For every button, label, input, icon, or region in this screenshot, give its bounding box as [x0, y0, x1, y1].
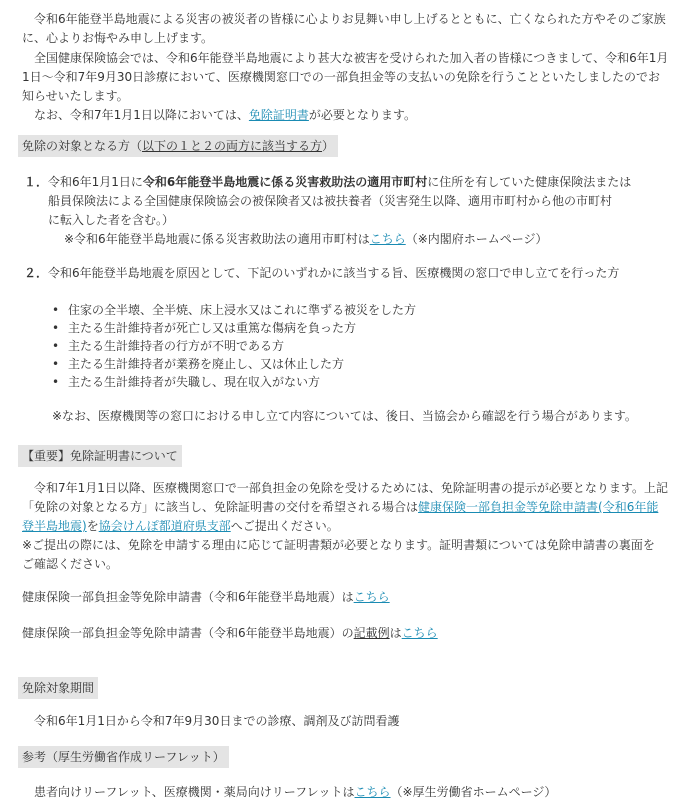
- reference-text-a: 患者向けリーフレット、医療機関・薬局向けリーフレットは: [34, 785, 355, 799]
- form-download-text: 健康保険一部負担金等免除申請書（令和6年能登半島地震）は: [22, 590, 354, 604]
- item-1-note-text-b: （※内閣府ホームページ）: [405, 232, 548, 246]
- item-2-number: ２．: [24, 266, 49, 280]
- leaflet-link[interactable]: こちら: [354, 785, 391, 799]
- section-heading-reference: 参考（厚生労働省作成リーフレット）: [18, 746, 229, 768]
- item-1-text-a: 令和6年1月1日に: [48, 175, 143, 189]
- certificate-line-1: 令和7年1月1日以降、医療機関窓口で一部負担金の免除を受けるためには、免除証明書の提示が必要となります。上記: [34, 481, 668, 495]
- exemption-certificate-link[interactable]: 免除証明書: [248, 108, 309, 122]
- form-download-link[interactable]: こちら: [353, 590, 390, 604]
- application-form-link-cont[interactable]: 登半島地震): [22, 519, 87, 533]
- item-1-note-text-a: ※令和6年能登半島地震に係る災害救助法の適用市町村は: [64, 232, 370, 246]
- list-item: • 主たる生計維持者が死亡し又は重篤な傷病を負った方: [52, 321, 357, 335]
- intro-line-3: 全国健康保険協会では、令和6年能登半島地震により甚大な被害を受けられた加入者の皆様につきまして、令和6年1月: [34, 51, 669, 65]
- item-1-line-1: [24, 173, 631, 191]
- form-example-text-a: 健康保険一部負担金等免除申請書（令和6年能登半島地震）の: [22, 626, 354, 640]
- reference-text-b: （※厚生労働省ホームページ）: [390, 785, 557, 799]
- form-example-link[interactable]: こちら: [401, 626, 438, 640]
- item-2-note: ※なお、医療機関等の窓口における申し立て内容については、後日、当協会から確認を行う場合があります。: [52, 409, 637, 423]
- list-item: • 住家の全半壊、全半焼、床上浸水又はこれに準ずる被災をした方: [52, 303, 417, 317]
- intro-line-1: 令和6年能登半島地震による災害の被災者の皆様に心よりお見舞い申し上げるとともに、亡くなられた方やそのご家族: [34, 12, 666, 26]
- certificate-line-2-text: 「免除の対象となる方」に該当し、免除証明書の交付を希望される場合は: [22, 500, 419, 514]
- form-example-text-b: 記載例: [353, 626, 390, 640]
- certificate-line-3-text-b: へご提出ください。: [230, 519, 339, 533]
- certificate-line-4: ※ご提出の際には、免除を申請する理由に応じて証明書類が必要となります。証明書類については免除申請書の裏面を: [22, 538, 655, 552]
- intro-line-6-text-a: なお、令和7年1月1日以降においては、: [34, 108, 249, 122]
- eligibility-heading-a: 免除の対象となる方（: [22, 139, 143, 153]
- list-item: • 主たる生計維持者の行方が不明である方: [52, 339, 285, 353]
- section-heading-period: 免除対象期間: [18, 677, 98, 699]
- prefectural-branch-link[interactable]: 協会けんぽ都道府県支部: [98, 519, 231, 533]
- item-1-number: １．: [24, 175, 49, 189]
- certificate-line-3: [22, 517, 339, 535]
- eligibility-heading-c: ）: [322, 139, 335, 153]
- intro-line-4: 1日～令和7年9月30日診療において、医療機関窓口での一部負担金等の支払いの免除を行うことといたしましたのでお: [22, 70, 660, 84]
- municipalities-link[interactable]: こちら: [369, 232, 406, 246]
- certificate-line-3-text-a: を: [86, 519, 99, 533]
- item-1-note: [64, 230, 548, 248]
- eligibility-heading-b: 以下の１と２の両方に該当する方: [142, 139, 323, 153]
- certificate-line-2: [22, 498, 658, 516]
- intro-line-5: 知らせいたします。: [22, 89, 129, 103]
- form-download-line: [22, 588, 390, 606]
- item-1-line-3: に転入した者を含む。）: [48, 213, 175, 227]
- item-1-text-bold: 令和6年能登半島地震に係る災害救助法の適用市町村: [142, 175, 428, 189]
- reference-line: [34, 783, 556, 801]
- form-example-line: [22, 624, 438, 642]
- section-heading-eligibility: [18, 135, 338, 157]
- intro-line-6-text-b: が必要となります。: [308, 108, 416, 122]
- item-1-text-c: に住所を有していた健康保険法または: [427, 175, 632, 189]
- item-2-line-1: [24, 264, 619, 282]
- application-form-link[interactable]: 健康保険一部負担金等免除申請書(令和6年能: [418, 500, 659, 514]
- intro-line-6: [34, 106, 416, 124]
- intro-line-2: に、心よりお悔やみ申し上げます。: [22, 31, 214, 45]
- section-heading-certificate: 【重要】免除証明書について: [18, 445, 182, 467]
- item-2-text: 令和6年能登半島地震を原因として、下記のいずれかに該当する旨、医療機関の窓口で申し立てを行った方: [48, 266, 620, 280]
- item-1-line-2: 船員保険法による全国健康保険協会の被保険者又は被扶養者（災害発生以降、適用市町村から他の市町村: [48, 194, 613, 208]
- list-item: • 主たる生計維持者が失職し、現在収入がない方: [52, 375, 321, 389]
- certificate-line-5: ご確認ください。: [22, 557, 119, 571]
- form-example-text-c: は: [389, 626, 402, 640]
- list-item: • 主たる生計維持者が業務を廃止し、又は休止した方: [52, 357, 345, 371]
- period-text: 令和6年1月1日から令和7年9月30日までの診療、調剤及び訪問看護: [34, 714, 400, 728]
